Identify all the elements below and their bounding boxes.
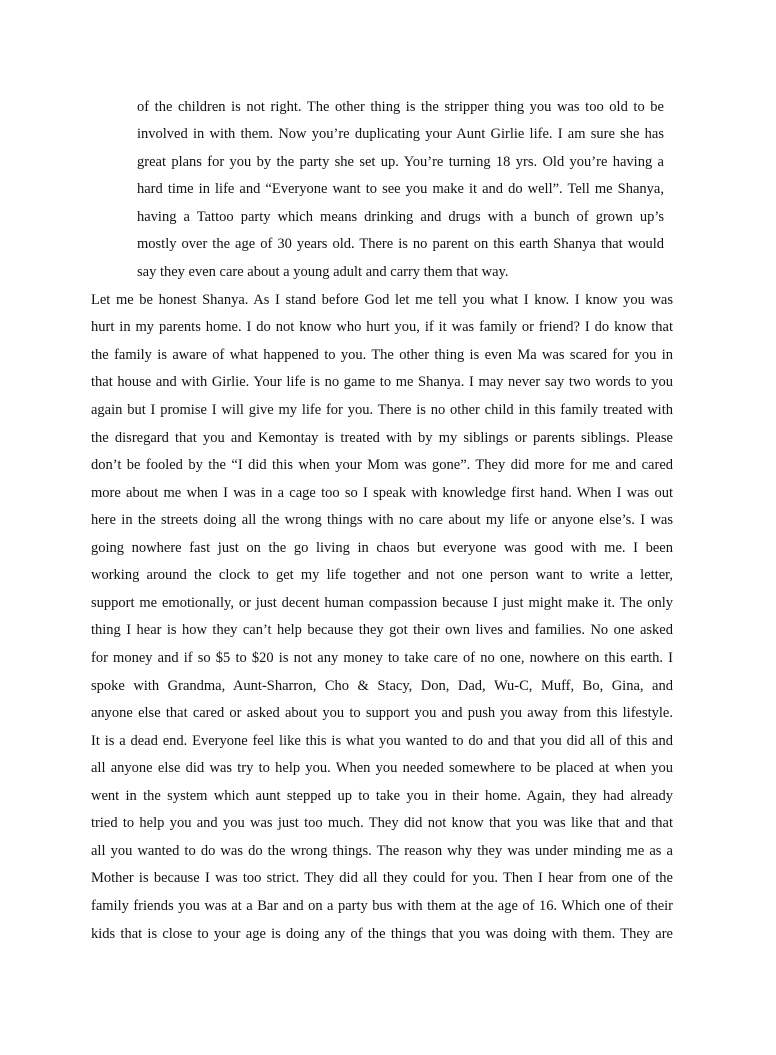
body-line: the disregard that you and Kemontay is treated with by my siblings or parents siblings. Please (91, 430, 673, 446)
quote-line: hard time in life and “Everyone want to see you make it and do well”. Tell me Shanya, (137, 181, 664, 197)
body-line: here in the streets doing all the wrong things with no care about my life or anyone else’s. I was (91, 512, 673, 528)
body-line: all you wanted to do was do the wrong things. The reason why they was under minding me as a (91, 843, 673, 859)
body-line: don’t be fooled by the “I did this when your Mom was gone”. They did more for me and cared (91, 457, 673, 473)
quote-line: involved in with them. Now you’re duplicating your Aunt Girlie life. I am sure she has (137, 126, 664, 142)
quote-line: say they even care about a young adult and carry them that way. (137, 264, 509, 280)
body-line: working around the clock to get my life together and not one person want to write a letter, (91, 567, 673, 583)
body-line: It is a dead end. Everyone feel like this is what you wanted to do and that you did all of this and (91, 733, 673, 749)
body-line: Mother is because I was too strict. They did all they could for you. Then I hear from one of the (91, 870, 673, 886)
body-line: family friends you was at a Bar and on a party bus with them at the age of 16. Which one of their (91, 898, 673, 914)
body-line: anyone else that cared or asked about you to support you and push you away from this lifestyle. (91, 705, 673, 721)
body-line: Let me be honest Shanya. As I stand before God let me tell you what I know. I know you was (91, 292, 673, 308)
body-line: kids that is close to your age is doing any of the things that you was doing with them. They are (91, 926, 673, 942)
body-line: the family is aware of what happened to you. The other thing is even Ma was scared for you in (91, 347, 673, 363)
quote-line: mostly over the age of 30 years old. There is no parent on this earth Shanya that would (137, 236, 664, 252)
quote-line: of the children is not right. The other thing is the stripper thing you was too old to be (137, 99, 664, 115)
body-line: went in the system which aunt stepped up to take you in their home. Again, they had already (91, 788, 673, 804)
body-line: tried to help you and you was just too much. They did not know that you was like that and that (91, 815, 673, 831)
body-line: again but I promise I will give my life for you. There is no other child in this family treated with (91, 402, 673, 418)
body-line: going nowhere fast just on the go living in chaos but everyone was good with me. I been (91, 540, 673, 556)
body-line: support me emotionally, or just decent human compassion because I just might make it. The only (91, 595, 673, 611)
body-line: spoke with Grandma, Aunt-Sharron, Cho & Stacy, Don, Dad, Wu-C, Muff, Bo, Gina, and (91, 678, 673, 694)
body-line: all anyone else did was try to help you. When you needed somewhere to be placed at when you (91, 760, 673, 776)
quote-line: great plans for you by the party she set up. You’re turning 18 yrs. Old you’re having a (137, 154, 664, 170)
quote-line: having a Tattoo party which means drinking and drugs with a bunch of grown up’s (137, 209, 664, 225)
body-line: that house and with Girlie. Your life is no game to me Shanya. I may never say two words to you (91, 374, 673, 390)
body-line: hurt in my parents home. I do not know who hurt you, if it was family or friend? I do know that (91, 319, 673, 335)
body-line: more about me when I was in a cage too so I speak with knowledge first hand. When I was out (91, 485, 673, 501)
body-line: for money and if so $5 to $20 is not any money to take care of no one, nowhere on this earth. I (91, 650, 673, 666)
body-line: thing I hear is how they can’t help because they got their own lives and families. No one asked (91, 622, 673, 638)
